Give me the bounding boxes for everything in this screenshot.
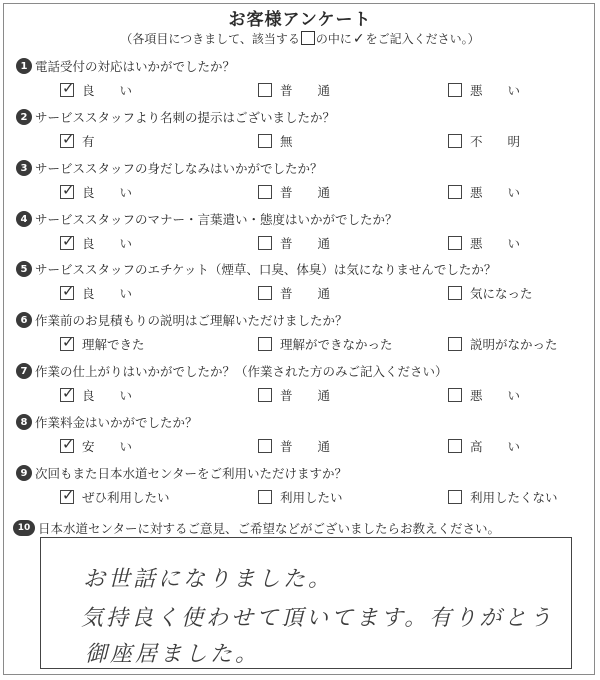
question-1	[0, 56, 600, 108]
checkbox-icon[interactable]	[448, 134, 462, 148]
question-number: 9	[16, 465, 32, 481]
answer-option[interactable]	[258, 131, 293, 151]
option-label: 悪 い	[470, 185, 521, 200]
answer-option[interactable]	[60, 487, 170, 507]
answer-option[interactable]	[258, 80, 330, 100]
checkbox-icon[interactable]	[258, 337, 272, 351]
question-4-line	[16, 209, 398, 229]
option-label: 普 通	[280, 388, 331, 403]
answer-option[interactable]	[258, 334, 393, 354]
question-number: 5	[16, 261, 32, 277]
instruction-box-icon	[301, 31, 315, 45]
checked-box-icon[interactable]	[60, 333, 75, 351]
comment-line-2: 気持良く使わせて頂いてます。有りがとう	[81, 606, 555, 631]
option-label: 普 通	[280, 439, 331, 454]
question-text: サービススタッフの身だしなみはいかがでしたか？	[35, 161, 323, 176]
checkbox-icon[interactable]	[448, 490, 462, 504]
answer-option[interactable]	[258, 283, 330, 303]
answer-option[interactable]	[448, 334, 558, 354]
checkbox-icon[interactable]	[258, 185, 272, 199]
option-label: 理解できた	[82, 337, 145, 352]
checkmark-icon: ✓	[62, 486, 75, 504]
question-number: 8	[16, 414, 32, 430]
option-label: 普 通	[280, 83, 331, 98]
option-label: 良 い	[82, 388, 133, 403]
answer-option[interactable]	[258, 233, 330, 253]
question-1-line	[16, 56, 235, 76]
answer-option[interactable]	[60, 283, 132, 303]
instruction-check-icon: ✓	[352, 31, 365, 47]
checkmark-icon: ✓	[62, 435, 75, 453]
question-6-line	[16, 310, 348, 330]
checkbox-icon[interactable]	[258, 134, 272, 148]
answer-option[interactable]	[448, 436, 520, 456]
question-2	[0, 107, 600, 159]
checked-box-icon[interactable]	[60, 79, 75, 97]
option-label: 良 い	[82, 236, 133, 251]
checkbox-icon[interactable]	[258, 286, 272, 300]
answer-option[interactable]	[60, 334, 145, 354]
question-2-line	[16, 107, 335, 127]
option-label: 理解ができなかった	[280, 337, 393, 352]
checkbox-icon[interactable]	[448, 439, 462, 453]
checkbox-icon[interactable]	[258, 236, 272, 250]
question-number: 4	[16, 211, 32, 227]
option-label: 安 い	[82, 439, 133, 454]
question-text: サービススタッフのマナー・言葉遣い・態度はいかがでしたか？	[35, 212, 398, 227]
answer-option[interactable]	[60, 233, 132, 253]
question-number: 6	[16, 312, 32, 328]
checkbox-icon[interactable]	[258, 388, 272, 402]
option-label: 普 通	[280, 236, 331, 251]
question-6	[0, 310, 600, 362]
question-7-line	[16, 361, 448, 381]
answer-option[interactable]	[448, 487, 558, 507]
question-10-number: 10	[13, 520, 35, 536]
checked-box-icon[interactable]	[60, 181, 75, 199]
option-label: 不 明	[470, 134, 521, 149]
checkmark-icon: ✓	[62, 232, 75, 250]
form-title: お客様アンケート	[228, 10, 372, 30]
comment-box[interactable]	[40, 537, 572, 669]
option-label: 悪 い	[470, 236, 521, 251]
answer-option[interactable]	[60, 182, 132, 202]
checkbox-icon[interactable]	[448, 337, 462, 351]
checked-box-icon[interactable]	[60, 232, 75, 250]
checkbox-icon[interactable]	[258, 490, 272, 504]
option-label: 利用したい	[280, 490, 343, 505]
instruction-middle: の中に	[315, 32, 352, 46]
question-number: 7	[16, 363, 32, 379]
option-label: 良 い	[82, 83, 133, 98]
checkmark-icon: ✓	[62, 282, 75, 300]
answer-option[interactable]	[448, 233, 520, 253]
answer-option[interactable]	[448, 385, 520, 405]
checkbox-icon[interactable]	[258, 83, 272, 97]
checkbox-icon[interactable]	[448, 388, 462, 402]
question-3-line	[16, 158, 323, 178]
option-label: 利用したくない	[470, 490, 558, 505]
question-10-line	[13, 518, 500, 538]
answer-option[interactable]	[448, 283, 533, 303]
question-text: 次回もまた日本水道センターをご利用いただけますか？	[35, 466, 348, 481]
checkbox-icon[interactable]	[258, 439, 272, 453]
question-9	[0, 463, 600, 515]
option-label: 無	[280, 134, 293, 149]
option-label: 良 い	[82, 185, 133, 200]
answer-option[interactable]	[258, 487, 343, 507]
checkmark-icon: ✓	[62, 384, 75, 402]
question-10-text: 日本水道センターに対するご意見、ご希望などがございましたらお教えください。	[38, 521, 501, 536]
checkmark-icon: ✓	[62, 181, 75, 199]
question-text: 作業前のお見積もりの説明はご理解いただけましたか？	[35, 313, 348, 328]
question-text: 作業の仕上がりはいかがでしたか？（作業された方のみご記入ください）	[35, 364, 448, 379]
question-3	[0, 158, 600, 210]
option-label: 高 い	[470, 439, 521, 454]
option-label: 気になった	[470, 286, 533, 301]
option-label: 悪 い	[470, 83, 521, 98]
instruction-text	[0, 30, 600, 47]
answer-option[interactable]	[258, 385, 330, 405]
checked-box-icon[interactable]	[60, 384, 75, 402]
question-number: 3	[16, 160, 32, 176]
checkmark-icon: ✓	[62, 79, 75, 97]
checked-box-icon[interactable]	[60, 435, 75, 453]
answer-option[interactable]	[60, 131, 95, 151]
question-text: サービススタッフより名刺の提示はございましたか？	[35, 110, 336, 125]
comment-line-3: 御座居ました。	[85, 642, 261, 667]
answer-option[interactable]	[60, 385, 132, 405]
option-label: ぜひ利用したい	[82, 490, 170, 505]
answer-option[interactable]	[448, 131, 520, 151]
option-label: 有	[82, 134, 95, 149]
answer-option[interactable]	[258, 182, 330, 202]
question-9-line	[16, 463, 347, 483]
checked-box-icon[interactable]	[60, 486, 75, 504]
checkbox-icon[interactable]	[448, 185, 462, 199]
question-number: 2	[16, 109, 32, 125]
option-label: 普 通	[280, 286, 331, 301]
answer-option[interactable]	[448, 80, 520, 100]
checked-box-icon[interactable]	[60, 282, 75, 300]
option-label: 説明がなかった	[470, 337, 558, 352]
checkbox-icon[interactable]	[448, 83, 462, 97]
checkbox-icon[interactable]	[448, 286, 462, 300]
checkmark-icon: ✓	[62, 333, 75, 351]
answer-option[interactable]	[448, 182, 520, 202]
option-label: 普 通	[280, 185, 331, 200]
option-label: 良 い	[82, 286, 133, 301]
answer-option[interactable]	[60, 80, 132, 100]
answer-option[interactable]	[258, 436, 330, 456]
answer-option[interactable]	[60, 436, 132, 456]
question-text: 作業料金はいかがでしたか？	[35, 415, 198, 430]
checkmark-icon: ✓	[62, 130, 75, 148]
question-8-line	[16, 412, 198, 432]
question-text: 電話受付の対応はいかがでしたか？	[35, 59, 236, 74]
question-5	[0, 259, 600, 311]
checkbox-icon[interactable]	[448, 236, 462, 250]
instruction-before: （各項目につきまして、該当する	[120, 32, 300, 46]
question-4	[0, 209, 600, 261]
question-8	[0, 412, 600, 464]
option-label: 悪 い	[470, 388, 521, 403]
question-text: サービススタッフのエチケット（煙草、口臭、体臭）は気になりませんでしたか？	[35, 262, 497, 277]
question-number: 1	[16, 58, 32, 74]
comment-line-1: お世話になりました。	[83, 567, 334, 592]
checked-box-icon[interactable]	[60, 130, 75, 148]
question-5-line	[16, 259, 496, 279]
question-7	[0, 361, 600, 413]
instruction-after: をご記入ください。）	[365, 32, 480, 46]
